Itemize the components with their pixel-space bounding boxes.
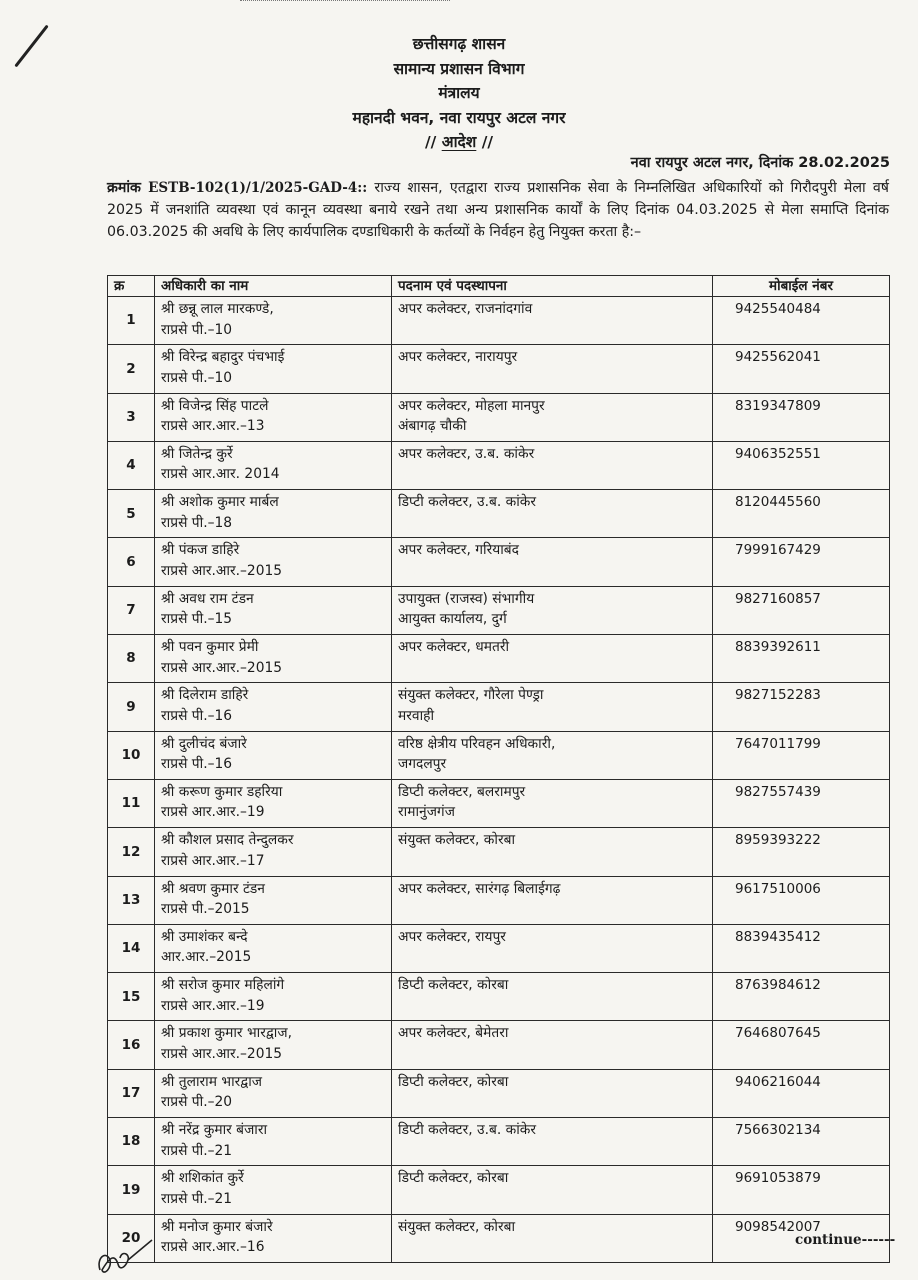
table-row — [108, 876, 890, 924]
header-address: महानदी भवन, नवा रायपुर अटल नगर — [352, 108, 566, 127]
row-mobile: 9098542007 — [713, 1214, 890, 1262]
col-header-serial: क्र — [108, 276, 155, 297]
row-designation — [392, 1021, 713, 1069]
officer-name: श्री शशिकांत कुर्रे — [161, 1170, 244, 1187]
order-prefix: // — [424, 133, 437, 151]
row-officer-name — [155, 1021, 392, 1069]
designation-line-1: अपर कलेक्टर, उ.ब. कांकेर — [398, 445, 535, 462]
order-title: आदेश — [441, 133, 477, 151]
officer-cadre: राप्रसे पी.–21 — [161, 1190, 233, 1207]
designation-line-1: अपर कलेक्टर, धमतरी — [398, 639, 510, 656]
row-designation — [392, 393, 713, 441]
officer-cadre: राप्रसे आर.आर. 2014 — [161, 466, 280, 483]
table-row — [108, 1021, 890, 1069]
row-serial: 10 — [108, 731, 155, 779]
header-government: छत्तीसगढ़ शासन — [412, 35, 506, 53]
row-officer-name — [155, 1166, 392, 1214]
designation-line-1: संयुक्त कलेक्टर, कोरबा — [398, 832, 516, 849]
table-row — [108, 924, 890, 972]
officer-name: श्री मनोज कुमार बंजारे — [161, 1218, 273, 1235]
officer-name: श्री अशोक कुमार मार्बल — [161, 494, 279, 511]
row-mobile: 9406352551 — [713, 441, 890, 489]
table-row — [108, 345, 890, 393]
row-serial: 5 — [108, 490, 155, 538]
officer-name: श्री पवन कुमार प्रेमी — [161, 639, 259, 656]
officer-cadre: राप्रसे आर.आर.–2015 — [161, 562, 283, 579]
officer-cadre: राप्रसे आर.आर.–13 — [161, 418, 265, 435]
row-officer-name — [155, 538, 392, 586]
officer-name: श्री दिलेराम डाहिरे — [161, 687, 249, 704]
row-officer-name — [155, 297, 392, 345]
officer-cadre: राप्रसे पी.–21 — [161, 1142, 233, 1159]
row-serial: 15 — [108, 973, 155, 1021]
row-serial: 11 — [108, 779, 155, 827]
officer-cadre: राप्रसे आर.आर.–2015 — [161, 1045, 283, 1062]
row-mobile: 9617510006 — [713, 876, 890, 924]
row-serial: 12 — [108, 828, 155, 876]
row-mobile: 9827160857 — [713, 586, 890, 634]
scan-top-mark — [240, 0, 450, 5]
officer-cadre: राप्रसे आर.आर.–19 — [161, 997, 265, 1014]
officers-table-body — [108, 297, 890, 1263]
table-row — [108, 441, 890, 489]
table-row — [108, 538, 890, 586]
row-designation — [392, 731, 713, 779]
officer-cadre: राप्रसे पी.–16 — [161, 756, 233, 773]
designation-line-2: मरवाही — [398, 707, 435, 724]
row-officer-name — [155, 490, 392, 538]
officer-name: श्री नरेंद्र कुमार बंजारा — [161, 1122, 268, 1139]
designation-line-1: संयुक्त कलेक्टर, कोरबा — [398, 1218, 516, 1235]
officer-cadre: राप्रसे पी.–10 — [161, 321, 233, 338]
row-designation — [392, 779, 713, 827]
table-row — [108, 586, 890, 634]
row-designation — [392, 924, 713, 972]
row-designation — [392, 683, 713, 731]
row-mobile: 9425562041 — [713, 345, 890, 393]
place-date-line: नवा रायपुर अटल नगर, दिनांक 28.02.2025 — [630, 155, 890, 171]
designation-line-1: डिप्टी कलेक्टर, कोरबा — [398, 1170, 509, 1187]
row-officer-name — [155, 393, 392, 441]
row-designation — [392, 586, 713, 634]
row-mobile: 8839435412 — [713, 924, 890, 972]
row-designation — [392, 1166, 713, 1214]
row-serial: 2 — [108, 345, 155, 393]
row-mobile: 7647011799 — [713, 731, 890, 779]
row-officer-name — [155, 876, 392, 924]
designation-line-1: डिप्टी कलेक्टर, उ.ब. कांकेर — [398, 494, 537, 511]
order-reference: ESTB-102(1)/1/2025-GAD-4:: — [148, 180, 368, 196]
officer-cadre: राप्रसे पी.–10 — [161, 369, 233, 386]
officer-name: श्री जितेन्द्र कुर्रे — [161, 445, 233, 462]
designation-line-1: अपर कलेक्टर, सारंगढ़ बिलाईगढ़ — [398, 880, 561, 897]
designation-line-1: डिप्टी कलेक्टर, बलरामपुर — [398, 783, 526, 800]
officer-cadre: राप्रसे पी.–18 — [161, 514, 233, 531]
row-designation — [392, 1214, 713, 1262]
row-mobile: 9827152283 — [713, 683, 890, 731]
designation-line-1: डिप्टी कलेक्टर, उ.ब. कांकेर — [398, 1122, 537, 1139]
row-officer-name — [155, 779, 392, 827]
row-mobile: 8120445560 — [713, 490, 890, 538]
row-serial: 13 — [108, 876, 155, 924]
table-row — [108, 1069, 890, 1117]
designation-line-1: अपर कलेक्टर, मोहला मानपुर — [398, 397, 545, 414]
continue-label: continue------ — [795, 1232, 896, 1248]
officer-name: श्री उमाशंकर बन्दे — [161, 928, 248, 945]
officer-name: श्री करूण कुमार डहरिया — [161, 783, 283, 800]
row-officer-name — [155, 441, 392, 489]
row-designation — [392, 297, 713, 345]
order-paragraph — [107, 178, 889, 243]
col-header-post: पदनाम एवं पदस्थापना — [392, 276, 713, 297]
officer-cadre: आर.आर.–2015 — [161, 949, 252, 966]
designation-line-1: अपर कलेक्टर, राजनांदगांव — [398, 301, 533, 317]
header-department: सामान्य प्रशासन विभाग — [393, 59, 525, 78]
header-ministry: मंत्रालय — [438, 84, 480, 102]
row-officer-name — [155, 1214, 392, 1262]
row-serial: 1 — [108, 297, 155, 345]
order-title-row — [0, 130, 918, 155]
officer-cadre: राप्रसे पी.–16 — [161, 707, 233, 724]
signature-scribble — [92, 1230, 162, 1280]
designation-line-1: डिप्टी कलेक्टर, कोरबा — [398, 977, 509, 994]
row-officer-name — [155, 586, 392, 634]
row-mobile: 9691053879 — [713, 1166, 890, 1214]
officer-name: श्री अवध राम टंडन — [161, 590, 254, 607]
officer-name: श्री दुलीचंद बंजारे — [161, 735, 247, 752]
row-mobile: 9425540484 — [713, 297, 890, 345]
row-serial: 20 — [108, 1214, 155, 1262]
row-serial: 4 — [108, 441, 155, 489]
designation-line-1: अपर कलेक्टर, बेमेतरा — [398, 1025, 509, 1042]
designation-line-1: संयुक्त कलेक्टर, गौरेला पेण्ड्रा — [398, 687, 544, 704]
row-serial: 16 — [108, 1021, 155, 1069]
officer-cadre: राप्रसे आर.आर.–2015 — [161, 659, 283, 676]
table-row — [108, 1118, 890, 1166]
designation-line-2: रामानुंजगंज — [398, 804, 455, 821]
row-officer-name — [155, 683, 392, 731]
row-officer-name — [155, 345, 392, 393]
officer-name: श्री सरोज कुमार महिलांगे — [161, 977, 285, 994]
table-row — [108, 828, 890, 876]
officer-cadre: राप्रसे आर.आर.–17 — [161, 852, 265, 869]
designation-line-2: जगदलपुर — [398, 756, 447, 773]
row-designation — [392, 828, 713, 876]
row-designation — [392, 345, 713, 393]
row-mobile: 8319347809 — [713, 393, 890, 441]
table-row — [108, 1214, 890, 1262]
row-officer-name — [155, 1118, 392, 1166]
table-row — [108, 1166, 890, 1214]
officer-cadre: राप्रसे पी.–15 — [161, 611, 233, 628]
officer-name: श्री छन्नू लाल मारकण्डे, — [161, 301, 274, 317]
col-header-name: अधिकारी का नाम — [155, 276, 392, 297]
table-row — [108, 297, 890, 345]
table-row — [108, 683, 890, 731]
row-serial: 6 — [108, 538, 155, 586]
row-serial: 9 — [108, 683, 155, 731]
table-row — [108, 490, 890, 538]
designation-line-2: अंबागढ़ चौकी — [398, 418, 467, 435]
row-officer-name — [155, 1069, 392, 1117]
table-row — [108, 779, 890, 827]
order-body-text: राज्य शासन, एतद्वारा राज्य प्रशासनिक सेवा के निम्नलिखित अधिकारियों को गिरौदपुरी मेला वर्ष 2025 में जनशांति व्यवस्था एवं कानून व्यवस्था बनाये रखने तथा अन्य प्रशासनिक कार्यों के लिए दिनांक 04.03.2025 से मेला समाप्ति दिनांक 06.03.2025 की अवधि के लिए कार्यपालिक दण्डाधिकारी के कर्तव्यों के निर्वहन हेतु नियुक्त करता है:– — [107, 180, 889, 240]
officer-name: श्री प्रकाश कुमार भारद्वाज, — [161, 1025, 293, 1042]
designation-line-1: अपर कलेक्टर, नारायपुर — [398, 349, 518, 366]
row-serial: 17 — [108, 1069, 155, 1117]
designation-line-1: अपर कलेक्टर, गरियाबंद — [398, 542, 520, 559]
officer-cadre: राप्रसे पी.–2015 — [161, 901, 250, 918]
row-mobile: 8959393222 — [713, 828, 890, 876]
officer-name: श्री पंकज डाहिरे — [161, 542, 240, 559]
row-designation — [392, 538, 713, 586]
officer-cadre: राप्रसे पी.–20 — [161, 1094, 233, 1111]
row-officer-name — [155, 924, 392, 972]
officers-table — [107, 275, 890, 1263]
row-designation — [392, 490, 713, 538]
table-row — [108, 731, 890, 779]
row-mobile: 8763984612 — [713, 973, 890, 1021]
officer-cadre: राप्रसे आर.आर.–16 — [161, 1239, 265, 1256]
row-mobile: 7566302134 — [713, 1118, 890, 1166]
row-mobile: 9406216044 — [713, 1069, 890, 1117]
row-designation — [392, 973, 713, 1021]
officer-name: श्री विजेन्द्र सिंह पाटले — [161, 397, 269, 414]
row-officer-name — [155, 973, 392, 1021]
row-serial: 19 — [108, 1166, 155, 1214]
officer-cadre: राप्रसे आर.आर.–19 — [161, 804, 265, 821]
row-designation — [392, 441, 713, 489]
document-header — [0, 32, 918, 155]
row-designation — [392, 635, 713, 683]
row-serial: 7 — [108, 586, 155, 634]
row-officer-name — [155, 828, 392, 876]
row-serial: 8 — [108, 635, 155, 683]
designation-line-1: अपर कलेक्टर, रायपुर — [398, 928, 506, 945]
table-header-row — [108, 276, 890, 297]
order-number-prefix: क्रमांक — [107, 180, 141, 196]
row-mobile: 8839392611 — [713, 635, 890, 683]
row-officer-name — [155, 635, 392, 683]
officer-name: श्री कौशल प्रसाद तेन्दुलकर — [161, 832, 294, 849]
table-row — [108, 973, 890, 1021]
officer-name: श्री तुलाराम भारद्वाज — [161, 1073, 263, 1090]
row-mobile: 7646807645 — [713, 1021, 890, 1069]
designation-line-1: उपायुक्त (राजस्व) संभागीय — [398, 590, 535, 607]
row-designation — [392, 1118, 713, 1166]
row-mobile: 7999167429 — [713, 538, 890, 586]
designation-line-1: वरिष्ठ क्षेत्रीय परिवहन अधिकारी, — [398, 735, 556, 752]
row-designation — [392, 1069, 713, 1117]
designation-line-1: डिप्टी कलेक्टर, कोरबा — [398, 1073, 509, 1090]
table-row — [108, 635, 890, 683]
officer-name: श्री श्रवण कुमार टंडन — [161, 880, 265, 897]
row-serial: 3 — [108, 393, 155, 441]
order-suffix: // — [481, 133, 494, 151]
designation-line-2: आयुक्त कार्यालय, दुर्ग — [398, 611, 507, 628]
row-designation — [392, 876, 713, 924]
col-header-mobile: मोबाईल नंबर — [713, 276, 890, 297]
table-row — [108, 393, 890, 441]
row-officer-name — [155, 731, 392, 779]
row-mobile: 9827557439 — [713, 779, 890, 827]
officer-name: श्री विरेन्द्र बहादुर पंचभाई — [161, 349, 285, 366]
row-serial: 18 — [108, 1118, 155, 1166]
row-serial: 14 — [108, 924, 155, 972]
